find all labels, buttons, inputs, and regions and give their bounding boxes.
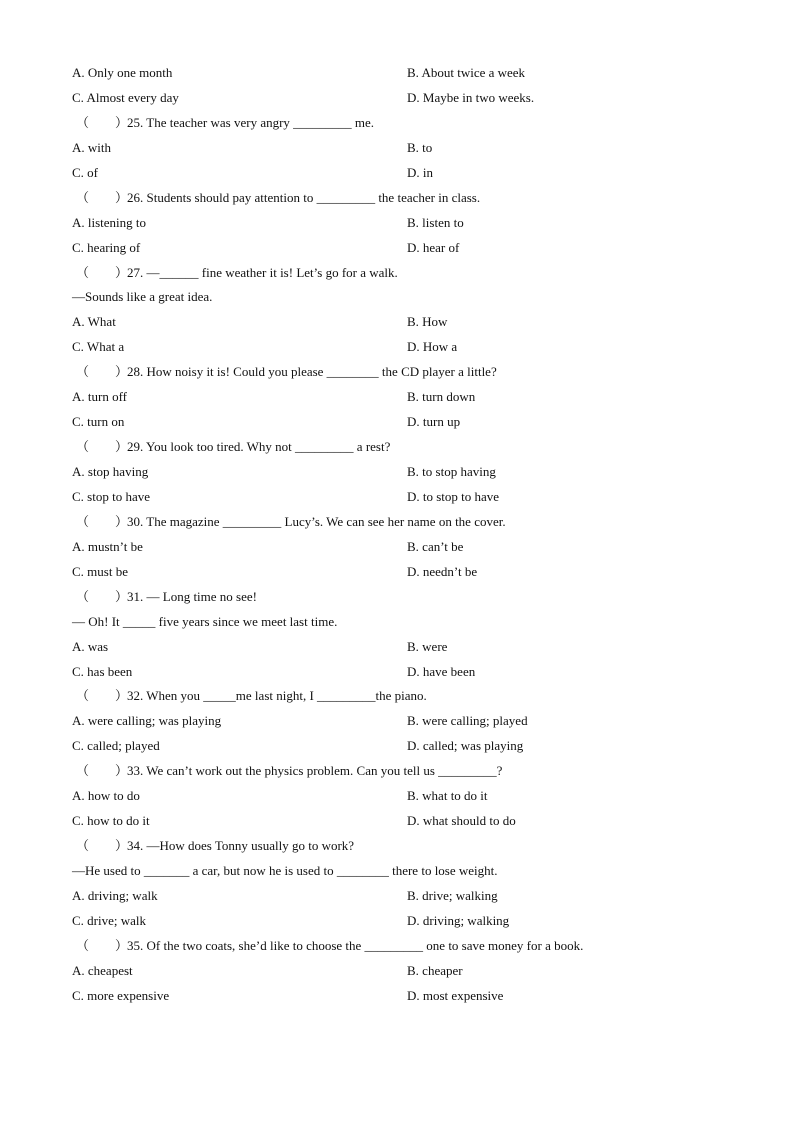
question-row [72,934,732,959]
question-text: 35. Of the two coats, she’d like to choose the _________ one to save money for a book. [127,937,584,953]
option-right: B. can’t be [407,538,464,554]
dialogue-text: — Oh! It _____ five years since we meet last time. [72,613,338,629]
question-row [72,111,732,136]
option-left: C. stop to have [72,488,150,504]
option-right: B. were [407,638,448,654]
option-left: C. turn on [72,414,125,430]
answer-blank-parentheses: （ ） [76,838,129,854]
dialogue-line [72,285,732,310]
option-left: A. how to do [72,788,140,804]
option-left: C. more expensive [72,987,170,1003]
question-row [72,585,732,610]
option-left: C. called; played [72,738,160,754]
options-row [72,784,732,809]
option-left: C. of [72,164,98,180]
options-row [72,385,732,410]
option-left: C. has been [72,663,133,679]
question-text: 30. The magazine _________ Lucy’s. We can see her name on the cover. [127,513,506,529]
question-row [72,360,732,385]
question-row [72,186,732,211]
options-row [72,660,732,685]
options-row [72,86,732,111]
option-right: B. to [407,139,433,155]
option-left: A. turn off [72,389,128,405]
dialogue-text: —He used to _______ a car, but now he is used to ________ there to lose weight. [72,863,498,878]
answer-blank-parentheses: （ ） [76,114,129,130]
options-row [72,959,732,984]
option-left: A. driving; walk [72,887,158,903]
option-left: C. Almost every day [72,89,179,105]
options-row [72,734,732,759]
option-right: D. hear of [407,239,460,255]
options-row [72,884,732,909]
answer-blank-parentheses: （ ） [76,937,129,953]
options-row [72,136,732,161]
option-right: B. what to do it [407,788,488,804]
answer-blank-parentheses: （ ） [76,439,129,455]
dialogue-line [72,859,732,884]
option-right: D. have been [407,663,476,679]
question-text: 27. —______ fine weather it is! Let’s go for a walk. [127,264,398,280]
option-right: D. needn’t be [407,563,478,579]
option-right: D. How a [407,339,458,355]
option-right: D. to stop to have [407,488,500,504]
option-left: A. with [72,139,111,155]
options-row [72,485,732,510]
options-row [72,560,732,585]
option-left: A. were calling; was playing [72,713,222,729]
option-right: D. in [407,164,433,180]
question-row [72,261,732,286]
answer-blank-parentheses: （ ） [76,513,129,529]
options-row [72,909,732,934]
option-left: C. hearing of [72,239,141,255]
dialogue-text: —Sounds like a great idea. [72,289,213,305]
question-text: 26. Students should pay attention to _________ the teacher in class. [127,189,481,205]
option-left: A. was [72,638,109,654]
answer-blank-parentheses: （ ） [76,763,129,779]
answer-blank-parentheses: （ ） [76,189,129,205]
option-right: B. to stop having [407,464,496,479]
options-row [72,410,732,435]
option-left: A. cheapest [72,962,133,978]
option-right: D. driving; walking [407,912,510,928]
question-text: 32. When you _____me last night, I _________the piano. [127,688,427,704]
option-right: B. How [407,314,448,330]
question-row [72,435,732,460]
question-row [72,834,732,859]
option-left: A. mustn’t be [72,538,143,554]
question-text: 34. —How does Tonny usually go to work? [127,838,355,854]
option-right: D. Maybe in two weeks. [407,89,535,105]
option-right: B. cheaper [407,962,463,978]
question-row [72,759,732,784]
options-row [72,460,732,485]
option-left: C. drive; walk [72,912,147,928]
question-text: 31. — Long time no see! [127,588,257,604]
worksheet-page [72,61,732,1009]
dialogue-line [72,610,732,635]
options-row [72,161,732,186]
answer-blank-parentheses: （ ） [76,264,129,280]
option-left: C. What a [72,339,125,355]
answer-blank-parentheses: （ ） [76,364,129,380]
option-left: A. What [72,314,116,330]
option-left: C. how to do it [72,813,150,829]
question-row [72,684,732,709]
option-left: C. must be [72,563,128,579]
options-row [72,809,732,834]
option-right: B. About twice a week [407,65,526,80]
options-row [72,211,732,236]
question-text: 28. How noisy it is! Could you please ________ the CD player a little? [127,364,497,380]
answer-blank-parentheses: （ ） [76,688,129,704]
question-text: 33. We can’t work out the physics problem. Can you tell us _________? [127,763,503,779]
question-row [72,510,732,535]
options-row [72,984,732,1009]
options-row [72,335,732,360]
options-row [72,236,732,261]
option-left: A. listening to [72,214,147,230]
options-row [72,535,732,560]
option-right: D. turn up [407,414,461,430]
question-text: 29. You look too tired. Why not _________ a rest? [127,439,391,455]
option-left: A. stop having [72,464,149,479]
question-text: 25. The teacher was very angry _________ me. [127,114,375,130]
options-row [72,709,732,734]
answer-blank-parentheses: （ ） [76,588,129,604]
option-right: B. were calling; played [407,713,528,729]
option-right: D. most expensive [407,987,504,1003]
option-right: B. drive; walking [407,887,498,903]
option-right: B. turn down [407,389,476,405]
option-right: D. what should to do [407,813,516,829]
option-right: B. listen to [407,214,464,230]
options-row [72,635,732,660]
option-left: A. Only one month [72,65,173,80]
options-row [72,61,732,86]
options-row [72,310,732,335]
option-right: D. called; was playing [407,738,524,754]
